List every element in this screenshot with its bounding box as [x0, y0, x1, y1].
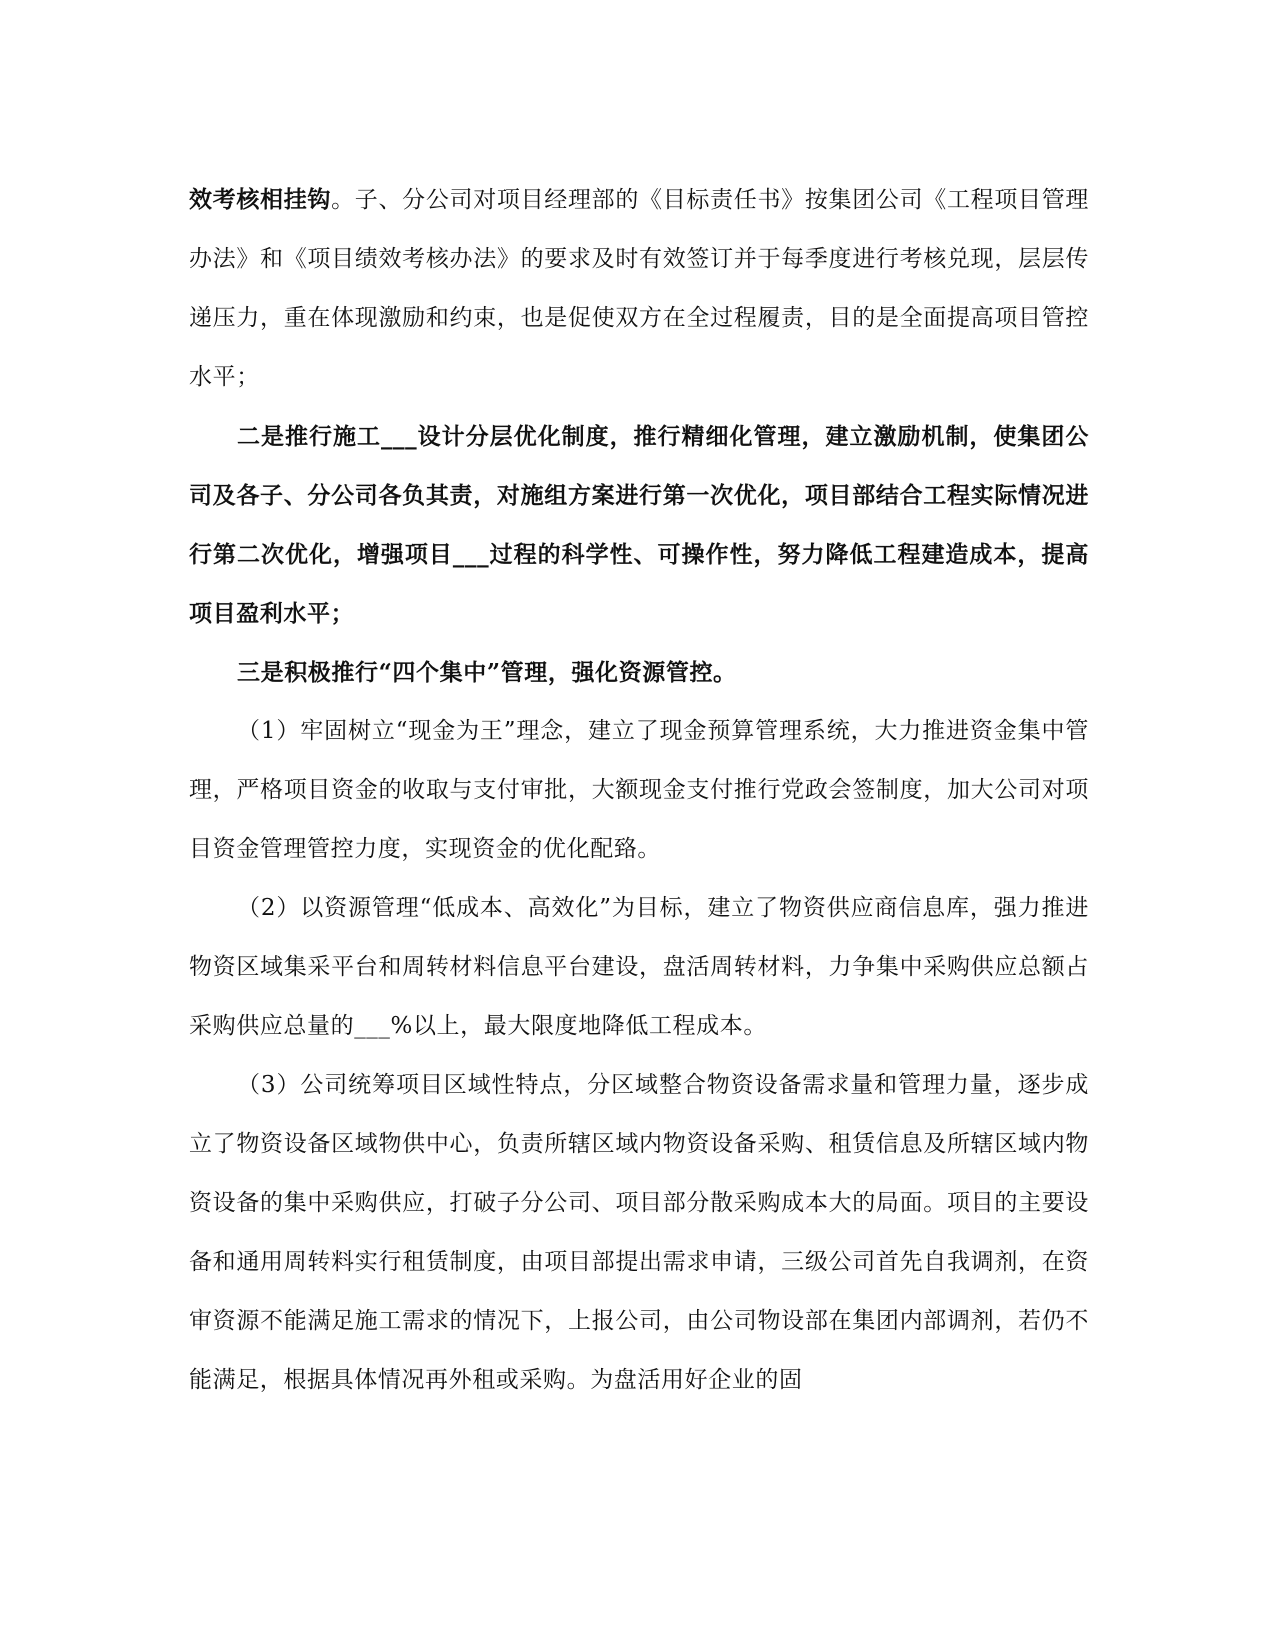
paragraph-1-bold-lead: 效考核相挂钩: [189, 186, 332, 213]
paragraph-5: （2）以资源管理“低成本、高效化”为目标，建立了物资供应商信息库，强力推进物资区域集采平台和周转材料信息平台建设，盘活周转材料，力争集中采购供应总额占采购供应总量的___%以上，最大限度地降低工程成本。: [189, 895, 1089, 1039]
paragraph-6: （3）公司统筹项目区域性特点，分区域整合物资设备需求量和管理力量，逐步成立了物资设备区域物供中心，负责所辖区域内物资设备采购、租赁信息及所辖区域内物资设备的集中采购供应，打破子分公司、项目部分散采购成本大的局面。项目的主要设备和通用周转料实行租赁制度，由项目部提出需求申请，三级公司首先自我调剂，在资审资源不能满足施工需求的情况下，上报公司，由公司物设部在集团内部调剂，若仍不能满足，根据具体情况再外租或采购。为盘活用好企业的固: [189, 1072, 1089, 1393]
paragraph-4: （1）牢固树立“现金为王”理念，建立了现金预算管理系统，大力推进资金集中管理，严格项目资金的收取与支付审批，大额现金支付推行党政会签制度，加大公司对项目资金管理管控力度，实现资金的优化配臵。: [189, 718, 1089, 862]
paragraph-3: 三是积极推行“四个集中”管理，强化资源管控。: [237, 659, 737, 686]
paragraph-2: 二是推行施工___设计分层优化制度，推行精细化管理，建立激励机制，使集团公司及各子、分公司各负其责，对施组方案进行第一次优化，项目部结合工程实际情况进行第二次优化，增强项目___过程的科学性、可操作性，努力降低工程建造成本，提高项目盈利水平；: [189, 423, 1089, 627]
paragraph-1-text: 。子、分公司对项目经理部的《目标责任书》按集团公司《工程项目管理办法》和《项目绩效考核办法》的要求及时有效签订并于每季度进行考核兑现，层层传递压力，重在体现激励和约束，也是促使双方在全过程履责，目的是全面提高项目管控水平；: [189, 187, 1089, 390]
paragraph-1: [189, 170, 1089, 407]
document-body: [189, 170, 1089, 1410]
